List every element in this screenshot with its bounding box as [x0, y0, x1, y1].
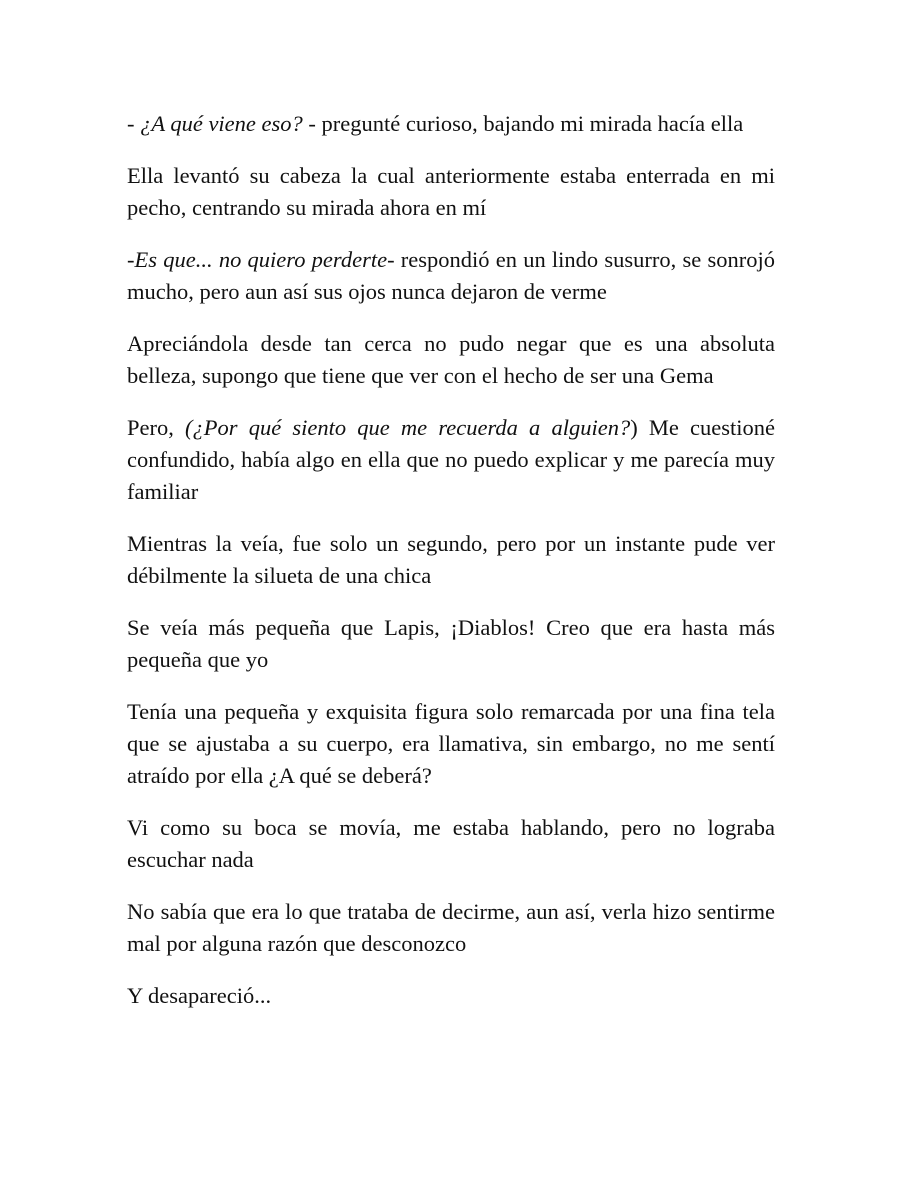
text-segment: No sabía que era lo que trataba de decirme, aun así, verla hizo sentirme mal por alguna razón que desconozco [127, 899, 775, 956]
italic-text: (¿Por qué siento que me recuerda a alguien? [185, 415, 631, 440]
paragraph [127, 896, 775, 960]
italic-text: ¿A qué viene eso? [140, 111, 303, 136]
text-segment: - [127, 111, 141, 136]
paragraph [127, 108, 775, 140]
text-segment: - respondió en un lindo susurro, se sonrojó mucho, pero aun así sus ojos nunca dejaron de verme [127, 247, 775, 304]
text-segment: Y desapareció... [127, 983, 272, 1008]
italic-text: Es que... no quiero perderte [134, 247, 388, 272]
paragraph [127, 812, 775, 876]
text-segment: Vi como su boca se movía, me estaba hablando, pero no lograba escuchar nada [127, 815, 775, 872]
text-segment: Ella levantó su cabeza la cual anteriormente estaba enterrada en mi pecho, centrando su mirada ahora en mí [127, 163, 775, 220]
text-segment: Apreciándola desde tan cerca no pudo negar que es una absoluta belleza, supongo que tiene que ver con el hecho de ser una Gema [127, 331, 775, 388]
text-segment: - [127, 247, 135, 272]
text-segment: Tenía una pequeña y exquisita figura solo remarcada por una fina tela que se ajustaba a su cuerpo, era llamativa, sin embargo, no me sentí atraído por ella ¿A qué se deberá? [127, 699, 775, 788]
paragraph [127, 980, 775, 1012]
paragraph [127, 528, 775, 592]
paragraph [127, 160, 775, 224]
paragraph [127, 696, 775, 792]
text-segment: Pero, [127, 415, 186, 440]
paragraph [127, 328, 775, 392]
paragraph [127, 412, 775, 508]
document-body [127, 108, 775, 1032]
text-segment: Se veía más pequeña que Lapis, ¡Diablos! Creo que era hasta más pequeña que yo [127, 615, 775, 672]
text-segment: ) Me cuestioné confundido, había algo en ella que no puedo explicar y me parecía muy familiar [127, 415, 775, 504]
paragraph [127, 612, 775, 676]
text-segment: Mientras la veía, fue solo un segundo, pero por un instante pude ver débilmente la silueta de una chica [127, 531, 775, 588]
paragraph [127, 244, 775, 308]
text-segment: - pregunté curioso, bajando mi mirada hacía ella [302, 111, 744, 136]
